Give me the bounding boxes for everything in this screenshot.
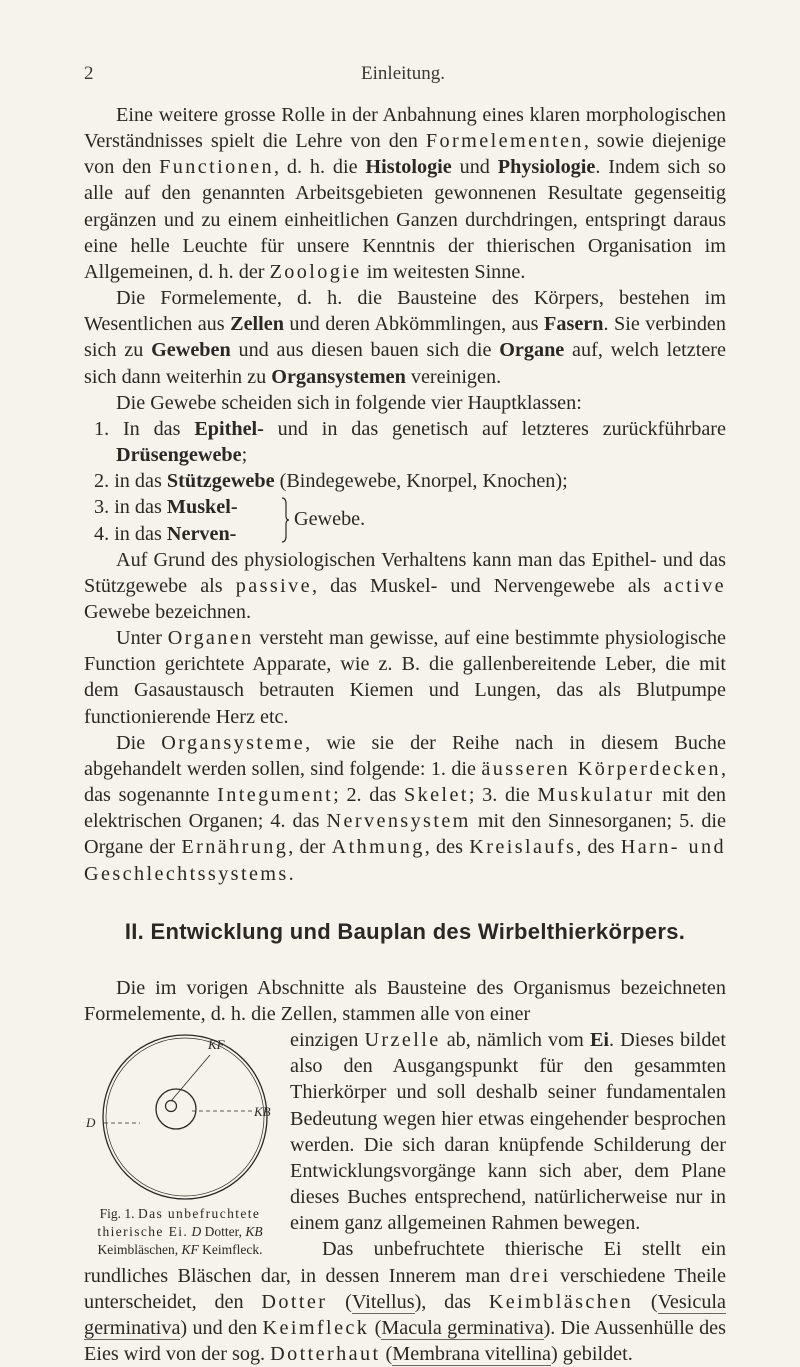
- brace-group: [84, 494, 726, 546]
- label-dotter: D: [86, 1115, 96, 1131]
- list-item: 3. in das Muskel-: [94, 496, 238, 519]
- label-keimfleck: KF: [208, 1037, 225, 1053]
- intro-paragraph-1: Eine weitere grosse Rolle in der Anbahnung eines klaren morphologischen Verständnisses spielt die Lehre von den Formelementen, sowie diejenige von den Functionen, d. h. die Histologie und Physiologie. Indem sich so alle auf den genannten Arbeitsgebieten gewonnenen Resultate gegenseitig ergänzen und zu einem einheitlichen Ganzen durchdringen, entspringt daraus eine helle Leuchte für unsere Kenntnis der thierischen Organisation im Allgemeinen, d. h. der Zoologie im weitesten Sinne.: [84, 104, 726, 283]
- body-text: [84, 102, 726, 1367]
- intro-paragraph-6: Die Organsysteme, wie sie der Reihe nach in diesem Buche abgehandelt werden sollen, sind folgende: 1. die äusseren Körperdecken, das sogenannte Integument; 2. das Skelet; 3. die Muskulatur mit den elektrischen Organen; 4. das Nervensystem mit den Sinnesorganen; 5. die Organe der Ernährung, der Athmung, des Kreislaufs, des Harn- und Geschlechtssystems.: [84, 731, 726, 885]
- label-keimblaeschen: KB: [254, 1104, 271, 1120]
- tissue-class-list: [84, 416, 726, 547]
- page-number: 2: [84, 63, 94, 84]
- section-heading: II. Entwicklung und Bauplan des Wirbelthierkörpers.: [124, 918, 686, 944]
- intro-paragraph-2: Die Formelemente, d. h. die Bausteine des Körpers, bestehen im Wesentlichen aus Zellen und deren Abkömmlingen, aus Fasern. Sie verbinden sich zu Geweben und aus diesen bauen sich die Organe auf, welch letztere sich dann weiterhin zu Organsystemen vereinigen.: [84, 287, 726, 388]
- list-item: 4. in das Nerven-: [94, 522, 237, 545]
- list-item: 2. in das Stützgewebe (Bindegewebe, Knorpel, Knochen);: [94, 470, 568, 493]
- figure-caption: Fig. 1. Das unbefruchtete thierische Ei. D Dotter, KB Keimbläschen, KF Keimfleck.: [97, 1206, 263, 1258]
- curly-brace-icon: [280, 496, 290, 544]
- section2-paragraph-1: Die im vorigen Abschnitte als Bausteine des Organismus bezeichneten Formelemente, d. h. die Zellen, stammen alle von einer: [84, 976, 726, 1025]
- tissue-classes-intro: Die Gewebe scheiden sich in folgende vier Hauptklassen:: [116, 391, 582, 414]
- brace-label: Gewebe.: [294, 508, 366, 531]
- section2-paragraph-2: Das unbefruchtete thierische Ei stellt ein rundliches Bläschen dar, in dessen Innerem man drei verschiedene Theile unterscheidet, den Dotter (Vitellus), das Keimbläschen (Vesicula germinativa) und den Keimfleck (Macula germinativa). Die Aussenhülle des Eies wird von der sog. Dotterhaut (Membrana vitellina) gebildet.: [84, 1238, 726, 1366]
- intro-paragraph-4: Auf Grund des physiologischen Verhaltens kann man das Epithel- und das Stützgewebe als passive, das Muskel- und Nervengewebe als active Gewebe bezeichnen.: [84, 548, 726, 623]
- section2-paragraph-1-cont: einzigen Urzelle ab, nämlich vom Ei. Dieses bildet also den Ausgangspunkt für den gesammten Thierkörper und soll deshalb seiner fundamentalen Bedeutung wegen hier etwas eingehender besprochen werden. Die sich daran knüpfende Schilderung der Entwicklungsvorgänge kann sich aber, dem Plane dieses Buches entsprechend, natürlicherweise nur in einem ganz allgemeinen Rahmen bewegen.: [290, 1029, 726, 1235]
- list-item: 1. In das Epithel- und in das genetisch auf letzteres zurückführbare Drüsengewebe;: [94, 417, 726, 467]
- running-title: Einleitung.: [361, 63, 445, 84]
- page-header: [84, 62, 722, 86]
- figure-1: [80, 1027, 280, 1259]
- egg-diagram: [80, 1027, 280, 1203]
- intro-paragraph-5: Unter Organen versteht man gewisse, auf eine bestimmte physiologische Function gerichtete Apparate, wie z. B. die gallenbereitende Leber, die mit dem Gasaustausch betrauten Kiemen und Lungen, das als Blutpumpe functionierende Herz etc.: [84, 627, 726, 728]
